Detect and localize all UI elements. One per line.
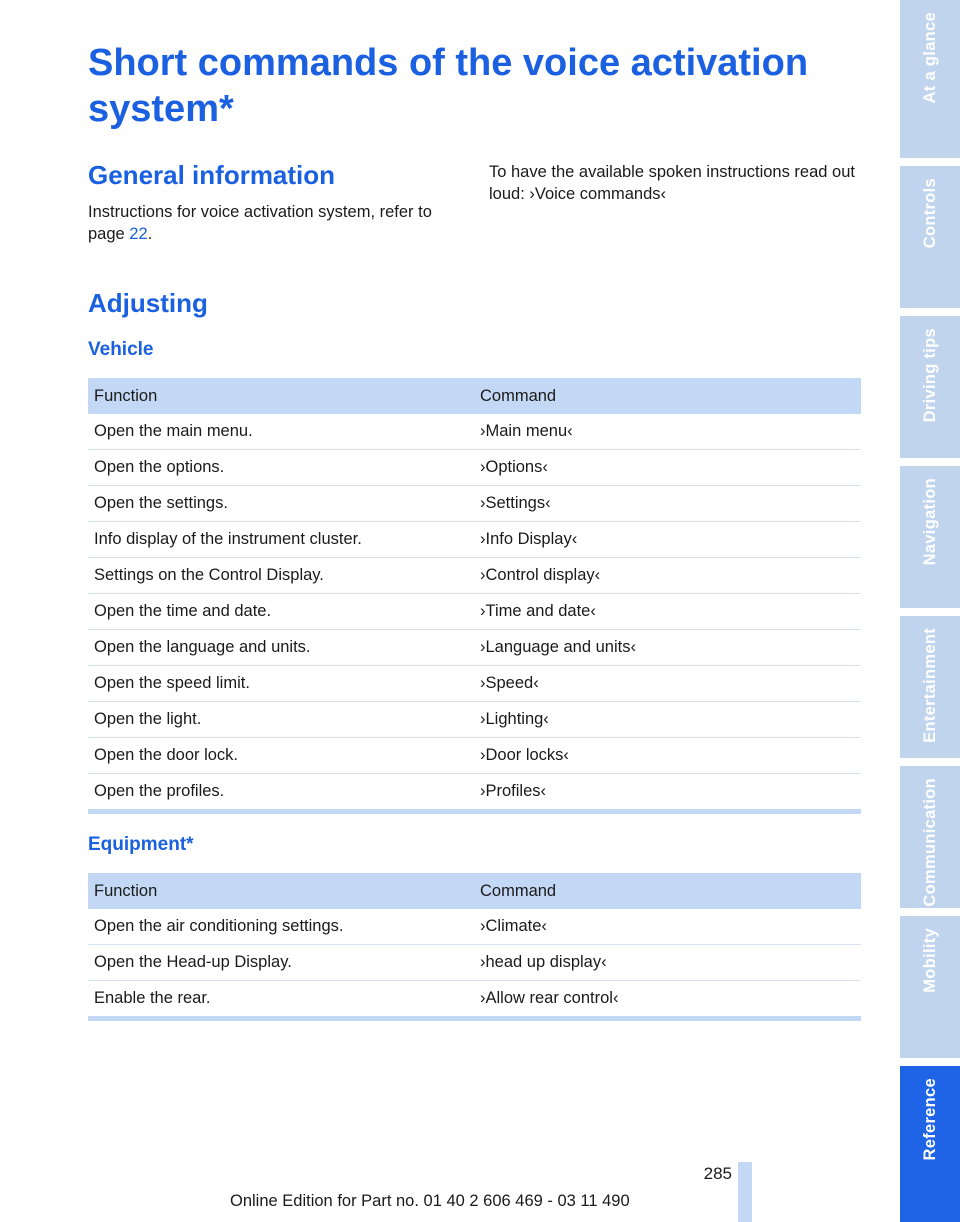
general-text-after-link: .: [147, 225, 153, 243]
voice-commands-text: To have the available spoken instructions read out loud: ›Voice commands‹: [489, 163, 855, 203]
tab-label: Navigation: [920, 478, 939, 566]
tab-label: Entertainment: [920, 628, 939, 743]
table-row: [88, 702, 861, 738]
function-cell: Open the door lock.: [88, 738, 474, 774]
function-cell: Open the language and units.: [88, 630, 474, 666]
command-cell: ›Language and units‹: [474, 630, 861, 666]
column-header-function: Function: [88, 378, 474, 414]
table-row: [88, 522, 861, 558]
table-row: [88, 558, 861, 594]
table-row: [88, 738, 861, 774]
tab-driving-tips[interactable]: [900, 316, 960, 458]
page-reference-link[interactable]: 22: [129, 225, 148, 243]
column-header-command: Command: [474, 378, 861, 414]
command-cell: ›Control display‹: [474, 558, 861, 594]
function-cell: Open the settings.: [88, 486, 474, 522]
command-cell: ›Time and date‹: [474, 594, 861, 630]
command-cell: ›Profiles‹: [474, 774, 861, 812]
table-row: [88, 774, 861, 812]
command-cell: ›Allow rear control‹: [474, 981, 861, 1019]
command-cell: ›Options‹: [474, 450, 861, 486]
column-header-command: Command: [474, 873, 861, 909]
function-cell: Open the light.: [88, 702, 474, 738]
function-cell: Open the main menu.: [88, 414, 474, 450]
function-cell: Open the air conditioning settings.: [88, 909, 474, 945]
command-cell: ›Climate‹: [474, 909, 861, 945]
tab-reference[interactable]: [900, 1066, 960, 1222]
function-cell: Open the Head-up Display.: [88, 945, 474, 981]
table-row: [88, 414, 861, 450]
command-cell: ›Main menu‹: [474, 414, 861, 450]
general-information-text: [88, 201, 468, 245]
vehicle-commands-table: [88, 378, 861, 814]
table-row: [88, 909, 861, 945]
command-cell: ›Door locks‹: [474, 738, 861, 774]
column-header-function: Function: [88, 873, 474, 909]
table-row: [88, 666, 861, 702]
table-row: [88, 594, 861, 630]
function-cell: Open the options.: [88, 450, 474, 486]
function-cell: Enable the rear.: [88, 981, 474, 1019]
tab-label: At a glance: [920, 12, 939, 104]
tab-label: Driving tips: [920, 328, 939, 423]
general-text-before-link: Instructions for voice activation system, refer to page: [88, 203, 432, 243]
tab-entertainment[interactable]: [900, 616, 960, 758]
general-information-heading: General information: [88, 160, 336, 190]
tab-label: Reference: [920, 1078, 939, 1161]
command-cell: ›Settings‹: [474, 486, 861, 522]
equipment-commands-table: [88, 873, 861, 1021]
command-cell: ›Speed‹: [474, 666, 861, 702]
function-cell: Info display of the instrument cluster.: [88, 522, 474, 558]
command-cell: ›Lighting‹: [474, 702, 861, 738]
table-header-row: [88, 873, 861, 909]
function-cell: Settings on the Control Display.: [88, 558, 474, 594]
tab-navigation[interactable]: [900, 466, 960, 608]
tab-label: Controls: [920, 178, 939, 249]
tab-label: Communication: [920, 778, 939, 907]
vehicle-heading: Vehicle: [88, 339, 154, 360]
page-number-bar: [738, 1162, 752, 1222]
tab-label: Mobility: [920, 928, 939, 993]
function-cell: Open the profiles.: [88, 774, 474, 812]
table-row: [88, 486, 861, 522]
table-header-row: [88, 378, 861, 414]
tab-controls[interactable]: [900, 166, 960, 308]
adjusting-heading: Adjusting: [88, 288, 208, 318]
tab-communication[interactable]: [900, 766, 960, 908]
footer-text: Online Edition for Part no. 01 40 2 606 469 - 03 11 490: [230, 1192, 630, 1210]
tab-at-a-glance[interactable]: [900, 0, 960, 158]
table-row: [88, 630, 861, 666]
table-row: [88, 945, 861, 981]
equipment-heading: Equipment*: [88, 834, 194, 855]
page-title: Short commands of the voice activation system*: [88, 42, 809, 130]
chapter-sidebar: [900, 0, 960, 1222]
table-row: [88, 450, 861, 486]
tab-mobility[interactable]: [900, 916, 960, 1058]
page-number: 285: [703, 1164, 732, 1183]
table-row: [88, 981, 861, 1019]
function-cell: Open the speed limit.: [88, 666, 474, 702]
function-cell: Open the time and date.: [88, 594, 474, 630]
command-cell: ›head up display‹: [474, 945, 861, 981]
command-cell: ›Info Display‹: [474, 522, 861, 558]
